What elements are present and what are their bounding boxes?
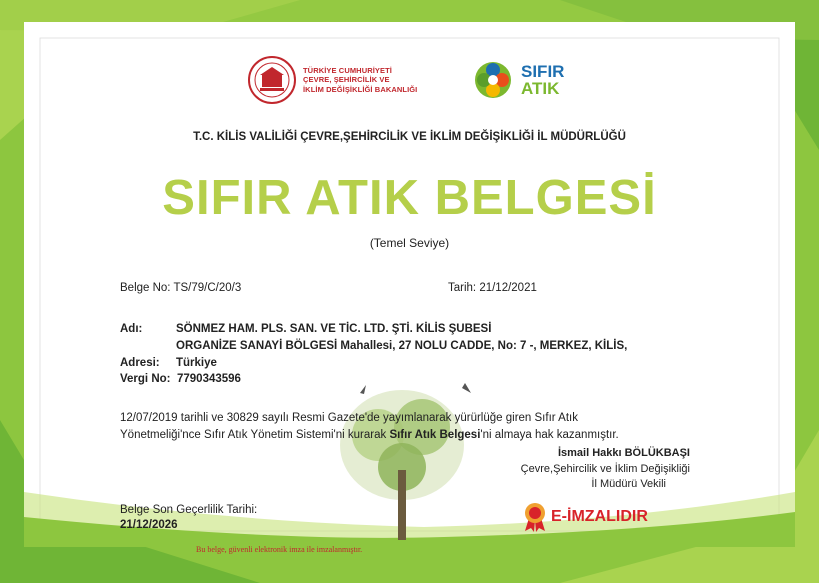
certificate-level: (Temel Seviye) — [369, 236, 450, 250]
e-signature-footer-note: Bu belge, güvenli elektronik imza ile imzalanmıştır. — [196, 545, 363, 554]
signatory-title-line2: İl Müdürü Vekili — [591, 478, 666, 490]
issuing-authority: T.C. KİLİS VALİLİĞİ ÇEVRE,ŞEHİRCİLİK VE İKLİM DEĞİŞİKLİĞİ İL MÜDÜRLÜĞÜ — [193, 131, 626, 143]
statement-line2 — [120, 429, 619, 441]
holder-address-line2: Türkiye — [176, 357, 217, 369]
ministry-name-line2: ÇEVRE, ŞEHİRCİLİK VE — [303, 75, 390, 85]
holder-name-label: Adı: — [120, 323, 143, 335]
certificate-title: SIFIR ATIK BELGESİ — [162, 171, 657, 225]
tax-number: 7790343596 — [177, 373, 241, 385]
zero-waste-flower-icon — [471, 58, 517, 102]
zero-waste-word1: SIFIR — [521, 62, 565, 81]
zero-waste-wordmark — [521, 63, 564, 97]
ministry-emblem-icon — [247, 55, 297, 105]
signatory-name: İsmail Hakkı BÖLÜKBAŞI — [557, 447, 690, 459]
statement-line2-bold: Sıfır Atık Belgesi — [389, 429, 481, 441]
e-signature-label: E-İMZALIDIR — [551, 508, 648, 525]
ministry-name-line3: İKLİM DEĞİŞİKLİĞİ BAKANLIĞI — [303, 84, 418, 94]
validity-date: 21/12/2026 — [120, 519, 178, 531]
statement-line2-start: Yönetmeliği'nce Sıfır Atık Yönetim Sistemi'ni kurarak — [120, 429, 390, 441]
tax-number-label: Vergi No: — [120, 373, 171, 385]
zero-waste-word2: ATIK — [521, 79, 560, 98]
e-signature-stamp — [522, 502, 648, 532]
holder-address-label: Adresi: — [120, 357, 160, 369]
zero-waste-logo — [471, 58, 564, 102]
tree-illustration — [330, 375, 480, 545]
holder-address-line1: ORGANİZE SANAYİ BÖLGESİ Mahallesi, 27 NOLU CADDE, No: 7 -, MERKEZ, KİLİS, — [176, 340, 628, 352]
statement-line2-end: 'ni almaya hak kazanmıştır. — [480, 429, 619, 441]
validity-label: Belge Son Geçerlilik Tarihi: — [120, 504, 258, 516]
ministry-name-line1: TÜRKİYE CUMHURİYETİ — [303, 65, 392, 75]
statement-line1: 12/07/2019 tarihli ve 30829 sayılı Resmi Gazete'de yayımlanarak yürürlüğe giren Sıfır Atık — [120, 412, 578, 424]
signatory-title-line1: Çevre,Şehircilik ve İklim Değişikliği — [520, 463, 690, 475]
document-number: Belge No: TS/79/C/20/3 — [120, 282, 242, 294]
ministry-name — [303, 66, 417, 95]
issue-date: Tarih: 21/12/2021 — [448, 282, 537, 294]
ministry-logo — [247, 55, 417, 105]
award-ribbon-icon — [522, 502, 548, 532]
holder-name: SÖNMEZ HAM. PLS. SAN. VE TİC. LTD. ŞTİ. KİLİS ŞUBESİ — [176, 323, 492, 335]
